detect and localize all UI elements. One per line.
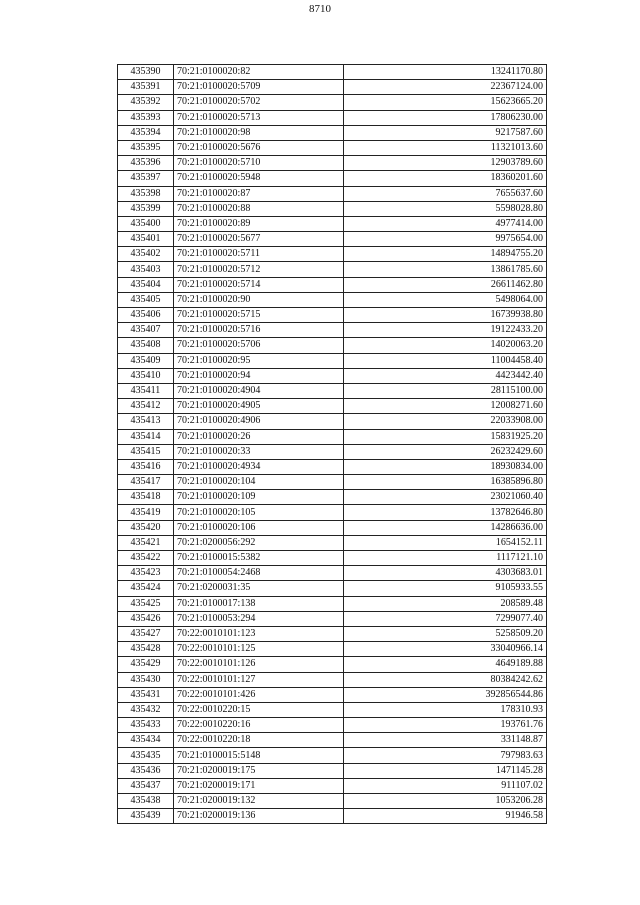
row-number-cell: 435438 <box>118 794 174 809</box>
table-row <box>118 809 547 824</box>
table-row <box>118 763 547 778</box>
value-cell: 911107.02 <box>344 778 547 793</box>
value-cell: 208589.48 <box>344 596 547 611</box>
cadastral-number-cell: 70:21:0100020:5948 <box>174 171 344 186</box>
cadastral-number-cell: 70:21:0100020:5702 <box>174 95 344 110</box>
row-number-cell: 435427 <box>118 626 174 641</box>
row-number-cell: 435425 <box>118 596 174 611</box>
cadastral-number-cell: 70:21:0100020:5711 <box>174 247 344 262</box>
row-number-cell: 435415 <box>118 444 174 459</box>
cadastral-number-cell: 70:21:0200056:292 <box>174 535 344 550</box>
cadastral-number-cell: 70:22:0010101:123 <box>174 626 344 641</box>
row-number-cell: 435399 <box>118 201 174 216</box>
cadastral-number-cell: 70:22:0010101:127 <box>174 672 344 687</box>
cadastral-number-cell: 70:21:0100020:5709 <box>174 80 344 95</box>
row-number-cell: 435439 <box>118 809 174 824</box>
value-cell: 797983.63 <box>344 748 547 763</box>
cadastral-number-cell: 70:21:0100020:5714 <box>174 277 344 292</box>
value-cell: 9975654.00 <box>344 232 547 247</box>
cadastral-number-cell: 70:21:0100020:4906 <box>174 414 344 429</box>
cadastral-number-cell: 70:22:0010101:125 <box>174 642 344 657</box>
row-number-cell: 435404 <box>118 277 174 292</box>
table-row <box>118 778 547 793</box>
row-number-cell: 435403 <box>118 262 174 277</box>
value-cell: 16385896.80 <box>344 475 547 490</box>
row-number-cell: 435396 <box>118 156 174 171</box>
table-row <box>118 596 547 611</box>
cadastral-number-cell: 70:21:0100020:98 <box>174 125 344 140</box>
value-cell: 18360201.60 <box>344 171 547 186</box>
value-cell: 1471145.28 <box>344 763 547 778</box>
row-number-cell: 435417 <box>118 475 174 490</box>
cadastral-number-cell: 70:21:0100054:2468 <box>174 566 344 581</box>
row-number-cell: 435437 <box>118 778 174 793</box>
table-row <box>118 702 547 717</box>
value-cell: 178310.93 <box>344 702 547 717</box>
row-number-cell: 435423 <box>118 566 174 581</box>
cadastral-number-cell: 70:21:0100020:94 <box>174 368 344 383</box>
table-row <box>118 323 547 338</box>
cadastral-number-cell: 70:21:0100020:4905 <box>174 399 344 414</box>
cadastral-number-cell: 70:21:0100020:89 <box>174 216 344 231</box>
value-cell: 11321013.60 <box>344 140 547 155</box>
row-number-cell: 435412 <box>118 399 174 414</box>
table-body <box>118 65 547 824</box>
cadastral-number-cell: 70:21:0100020:33 <box>174 444 344 459</box>
cadastral-number-cell: 70:21:0100020:5706 <box>174 338 344 353</box>
cadastral-number-cell: 70:21:0100053:294 <box>174 611 344 626</box>
value-cell: 9105933.55 <box>344 581 547 596</box>
value-cell: 331148.87 <box>344 733 547 748</box>
table-row <box>118 292 547 307</box>
cadastral-number-cell: 70:21:0100020:87 <box>174 186 344 201</box>
cadastral-number-cell: 70:21:0100020:82 <box>174 65 344 80</box>
value-cell: 33040966.14 <box>344 642 547 657</box>
value-cell: 15831925.20 <box>344 429 547 444</box>
table-row <box>118 626 547 641</box>
row-number-cell: 435422 <box>118 551 174 566</box>
cadastral-number-cell: 70:21:0100020:26 <box>174 429 344 444</box>
table-row <box>118 353 547 368</box>
row-number-cell: 435433 <box>118 718 174 733</box>
table-row <box>118 794 547 809</box>
cadastral-number-cell: 70:22:0010220:15 <box>174 702 344 717</box>
table-row <box>118 490 547 505</box>
value-cell: 23021060.40 <box>344 490 547 505</box>
row-number-cell: 435413 <box>118 414 174 429</box>
row-number-cell: 435400 <box>118 216 174 231</box>
cadastral-number-cell: 70:21:0100020:5710 <box>174 156 344 171</box>
value-cell: 14020063.20 <box>344 338 547 353</box>
cadastral-number-cell: 70:21:0100020:106 <box>174 520 344 535</box>
table-row <box>118 748 547 763</box>
value-cell: 392856544.86 <box>344 687 547 702</box>
table-row <box>118 718 547 733</box>
table-row <box>118 566 547 581</box>
row-number-cell: 435408 <box>118 338 174 353</box>
row-number-cell: 435431 <box>118 687 174 702</box>
cadastral-number-cell: 70:21:0100020:5677 <box>174 232 344 247</box>
cadastral-number-cell: 70:21:0200019:175 <box>174 763 344 778</box>
table-row <box>118 65 547 80</box>
value-cell: 9217587.60 <box>344 125 547 140</box>
table-row <box>118 368 547 383</box>
row-number-cell: 435432 <box>118 702 174 717</box>
row-number-cell: 435414 <box>118 429 174 444</box>
value-cell: 17806230.00 <box>344 110 547 125</box>
table-row <box>118 338 547 353</box>
row-number-cell: 435397 <box>118 171 174 186</box>
table-row <box>118 505 547 520</box>
cadastral-number-cell: 70:21:0100020:5716 <box>174 323 344 338</box>
table-row <box>118 232 547 247</box>
row-number-cell: 435424 <box>118 581 174 596</box>
cadastral-number-cell: 70:22:0010220:16 <box>174 718 344 733</box>
value-cell: 4977414.00 <box>344 216 547 231</box>
table-row <box>118 459 547 474</box>
cadastral-number-cell: 70:21:0100020:88 <box>174 201 344 216</box>
table-row <box>118 95 547 110</box>
row-number-cell: 435407 <box>118 323 174 338</box>
table-row <box>118 551 547 566</box>
row-number-cell: 435393 <box>118 110 174 125</box>
cadastral-number-cell: 70:22:0010101:126 <box>174 657 344 672</box>
value-cell: 91946.58 <box>344 809 547 824</box>
value-cell: 12008271.60 <box>344 399 547 414</box>
cadastral-number-cell: 70:21:0100020:90 <box>174 292 344 307</box>
table-row <box>118 186 547 201</box>
table-row <box>118 399 547 414</box>
value-cell: 7655637.60 <box>344 186 547 201</box>
row-number-cell: 435392 <box>118 95 174 110</box>
cadastral-number-cell: 70:21:0100020:5715 <box>174 308 344 323</box>
value-cell: 18930834.00 <box>344 459 547 474</box>
table-row <box>118 262 547 277</box>
value-cell: 26611462.80 <box>344 277 547 292</box>
table-row <box>118 277 547 292</box>
table-row <box>118 611 547 626</box>
value-cell: 13241170.80 <box>344 65 547 80</box>
table-row <box>118 581 547 596</box>
value-cell: 28115100.00 <box>344 383 547 398</box>
value-cell: 193761.76 <box>344 718 547 733</box>
row-number-cell: 435436 <box>118 763 174 778</box>
value-cell: 15623665.20 <box>344 95 547 110</box>
table-row <box>118 80 547 95</box>
value-cell: 5598028.80 <box>344 201 547 216</box>
row-number-cell: 435390 <box>118 65 174 80</box>
table-row <box>118 308 547 323</box>
value-cell: 12903789.60 <box>344 156 547 171</box>
table-row <box>118 429 547 444</box>
cadastral-number-cell: 70:21:0100020:5713 <box>174 110 344 125</box>
value-cell: 26232429.60 <box>344 444 547 459</box>
table-row <box>118 535 547 550</box>
cadastral-number-cell: 70:21:0200019:132 <box>174 794 344 809</box>
value-cell: 14894755.20 <box>344 247 547 262</box>
value-cell: 11004458.40 <box>344 353 547 368</box>
cadastral-number-cell: 70:21:0200019:171 <box>174 778 344 793</box>
cadastral-number-cell: 70:21:0100020:4904 <box>174 383 344 398</box>
value-cell: 22033908.00 <box>344 414 547 429</box>
cadastral-number-cell: 70:21:0100015:5148 <box>174 748 344 763</box>
value-cell: 4303683.01 <box>344 566 547 581</box>
row-number-cell: 435426 <box>118 611 174 626</box>
cadastral-number-cell: 70:21:0100020:95 <box>174 353 344 368</box>
value-cell: 16739938.80 <box>344 308 547 323</box>
value-cell: 19122433.20 <box>344 323 547 338</box>
cadastral-number-cell: 70:21:0100020:5712 <box>174 262 344 277</box>
row-number-cell: 435411 <box>118 383 174 398</box>
cadastral-number-cell: 70:22:0010101:426 <box>174 687 344 702</box>
value-cell: 14286636.00 <box>344 520 547 535</box>
value-cell: 13861785.60 <box>344 262 547 277</box>
table-row <box>118 520 547 535</box>
table-row <box>118 125 547 140</box>
value-cell: 7299077.40 <box>344 611 547 626</box>
row-number-cell: 435406 <box>118 308 174 323</box>
cadastral-number-cell: 70:21:0100020:4934 <box>174 459 344 474</box>
row-number-cell: 435401 <box>118 232 174 247</box>
row-number-cell: 435416 <box>118 459 174 474</box>
table-row <box>118 383 547 398</box>
cadastral-number-cell: 70:21:0100017:138 <box>174 596 344 611</box>
row-number-cell: 435430 <box>118 672 174 687</box>
value-cell: 80384242.62 <box>344 672 547 687</box>
row-number-cell: 435391 <box>118 80 174 95</box>
cadastral-number-cell: 70:21:0100020:104 <box>174 475 344 490</box>
row-number-cell: 435434 <box>118 733 174 748</box>
table-row <box>118 475 547 490</box>
row-number-cell: 435418 <box>118 490 174 505</box>
table-row <box>118 247 547 262</box>
table-row <box>118 414 547 429</box>
row-number-cell: 435405 <box>118 292 174 307</box>
value-cell: 4423442.40 <box>344 368 547 383</box>
table-row <box>118 672 547 687</box>
table-row <box>118 140 547 155</box>
table-row <box>118 444 547 459</box>
table-row <box>118 642 547 657</box>
value-cell: 5498064.00 <box>344 292 547 307</box>
cadastral-number-cell: 70:21:0100015:5382 <box>174 551 344 566</box>
value-cell: 22367124.00 <box>344 80 547 95</box>
row-number-cell: 435435 <box>118 748 174 763</box>
row-number-cell: 435429 <box>118 657 174 672</box>
cadastral-number-cell: 70:22:0010220:18 <box>174 733 344 748</box>
value-cell: 5258509.20 <box>344 626 547 641</box>
row-number-cell: 435409 <box>118 353 174 368</box>
table-row <box>118 733 547 748</box>
row-number-cell: 435398 <box>118 186 174 201</box>
cadastral-number-cell: 70:21:0200019:136 <box>174 809 344 824</box>
row-number-cell: 435402 <box>118 247 174 262</box>
row-number-cell: 435420 <box>118 520 174 535</box>
table-row <box>118 171 547 186</box>
data-table <box>117 64 547 824</box>
value-cell: 13782646.80 <box>344 505 547 520</box>
row-number-cell: 435394 <box>118 125 174 140</box>
table-row <box>118 110 547 125</box>
page-number: 8710 <box>309 3 331 15</box>
row-number-cell: 435410 <box>118 368 174 383</box>
cadastral-number-cell: 70:21:0100020:5676 <box>174 140 344 155</box>
row-number-cell: 435395 <box>118 140 174 155</box>
cadastral-number-cell: 70:21:0100020:109 <box>174 490 344 505</box>
cadastral-number-cell: 70:21:0200031:35 <box>174 581 344 596</box>
table-row <box>118 156 547 171</box>
cadastral-number-cell: 70:21:0100020:105 <box>174 505 344 520</box>
value-cell: 1053206.28 <box>344 794 547 809</box>
table-row <box>118 687 547 702</box>
table-row <box>118 216 547 231</box>
row-number-cell: 435419 <box>118 505 174 520</box>
table-row <box>118 201 547 216</box>
table-row <box>118 657 547 672</box>
value-cell: 4649189.88 <box>344 657 547 672</box>
value-cell: 1654152.11 <box>344 535 547 550</box>
row-number-cell: 435428 <box>118 642 174 657</box>
value-cell: 1117121.10 <box>344 551 547 566</box>
row-number-cell: 435421 <box>118 535 174 550</box>
